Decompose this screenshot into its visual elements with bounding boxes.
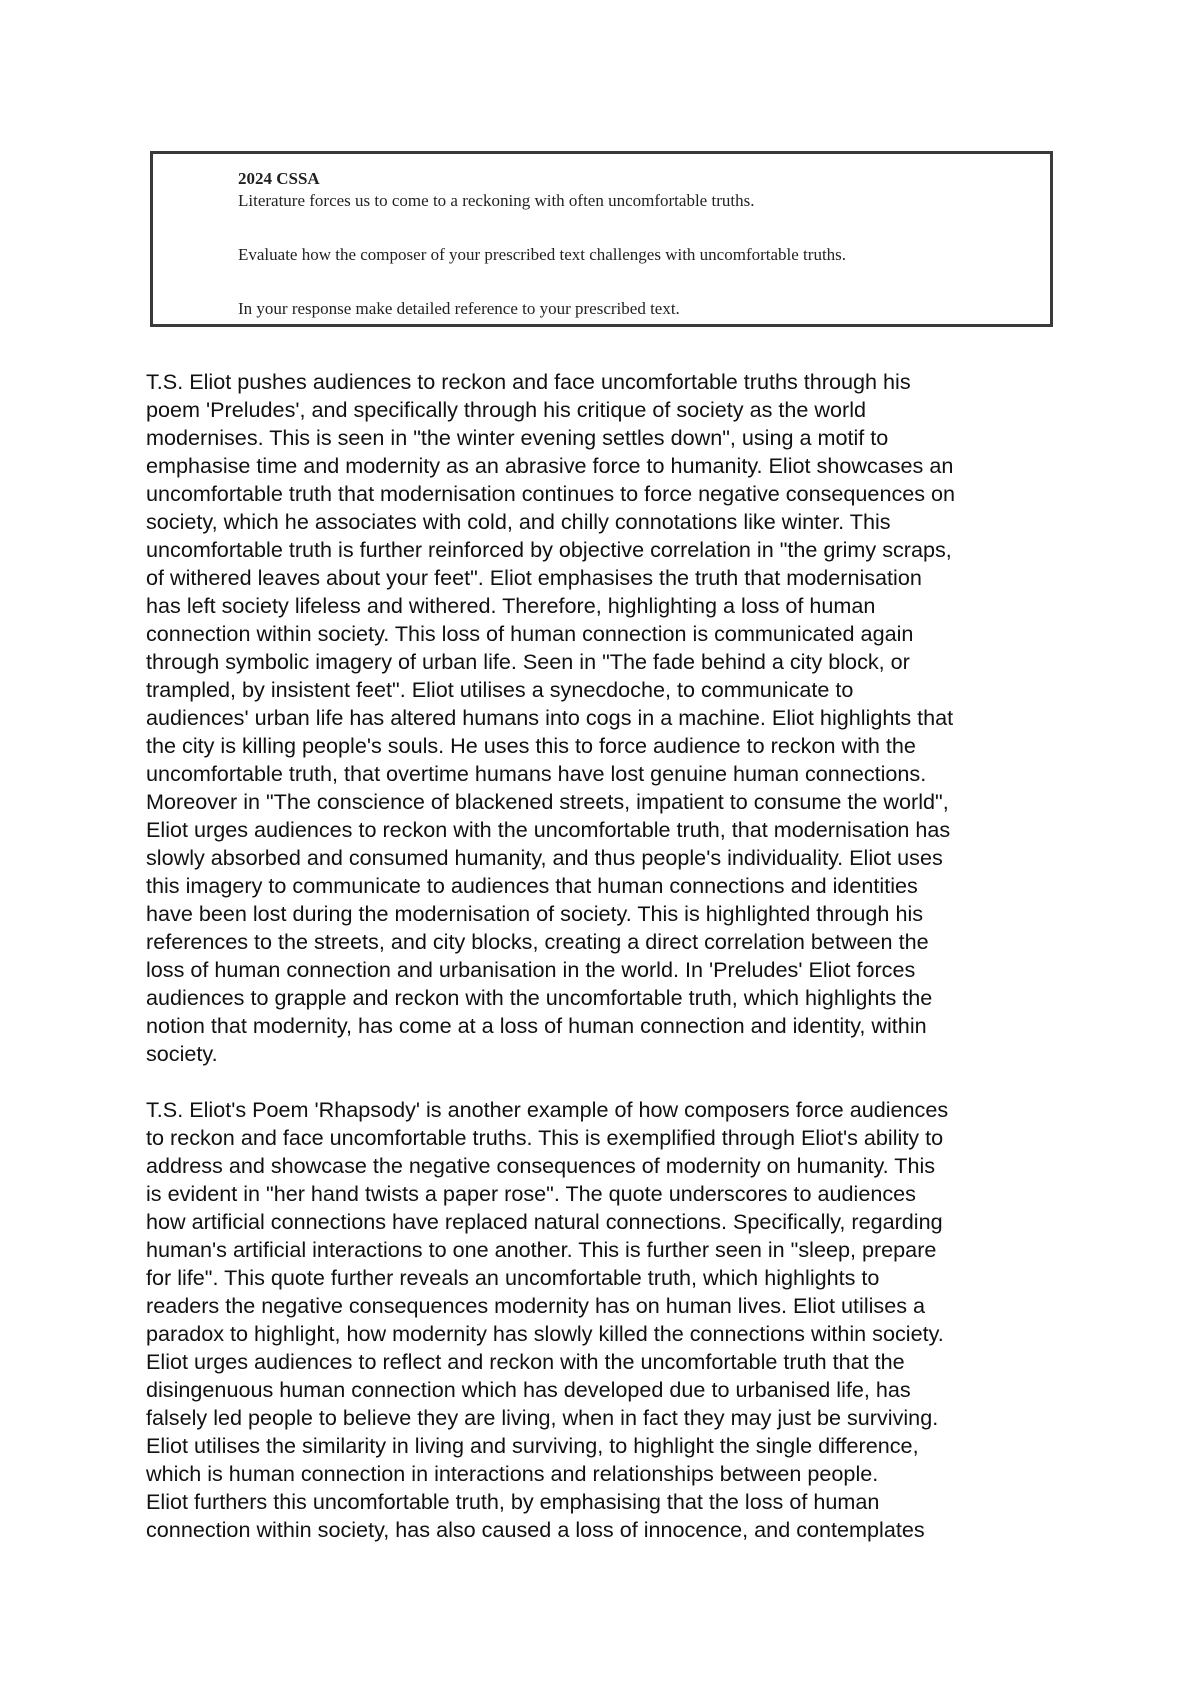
question-title: 2024 CSSA <box>238 169 320 188</box>
essay-line: has left society lifeless and withered. Therefore, highlighting a loss of human <box>146 593 876 618</box>
essay-paragraph-1 <box>146 368 1066 1068</box>
essay-line: human's artificial interactions to one another. This is further seen in "sleep, prepare <box>146 1237 937 1262</box>
essay-line: connection within society, has also caused a loss of innocence, and contemplates <box>146 1517 925 1542</box>
essay-line: uncomfortable truth is further reinforced by objective correlation in "the grimy scraps, <box>146 537 952 562</box>
essay-line: modernises. This is seen in "the winter evening settles down", using a motif to <box>146 425 889 450</box>
essay-line: society, which he associates with cold, and chilly connotations like winter. This <box>146 509 891 534</box>
essay-line: address and showcase the negative consequences of modernity on humanity. This <box>146 1153 936 1178</box>
essay-line: is evident in "her hand twists a paper rose". The quote underscores to audiences <box>146 1181 916 1206</box>
essay-line: this imagery to communicate to audiences that human connections and identities <box>146 873 918 898</box>
essay-line: disingenuous human connection which has developed due to urbanised life, has <box>146 1377 911 1402</box>
question-box <box>150 151 1053 327</box>
essay-line: have been lost during the modernisation of society. This is highlighted through his <box>146 901 924 926</box>
essay-line: references to the streets, and city blocks, creating a direct correlation between the <box>146 929 929 954</box>
essay-line: through symbolic imagery of urban life. Seen in "The fade behind a city block, or <box>146 649 910 674</box>
essay-line: the city is killing people's souls. He uses this to force audience to reckon with the <box>146 733 916 758</box>
question-note: In your response make detailed reference to your prescribed text. <box>238 299 680 318</box>
essay-line: Moreover in "The conscience of blackened streets, impatient to consume the world", <box>146 789 949 814</box>
essay-line: how artificial connections have replaced natural connections. Specifically, regarding <box>146 1209 943 1234</box>
essay-line: falsely led people to believe they are living, when in fact they may just be surviving. <box>146 1405 939 1430</box>
essay-line: Eliot urges audiences to reckon with the uncomfortable truth, that modernisation has <box>146 817 951 842</box>
essay-line: connection within society. This loss of human connection is communicated again <box>146 621 914 646</box>
essay-line: which is human connection in interactions and relationships between people. <box>146 1461 879 1486</box>
question-statement: Literature forces us to come to a reckoning with often uncomfortable truths. <box>238 191 755 210</box>
essay-line: audiences' urban life has altered humans into cogs in a machine. Eliot highlights that <box>146 705 954 730</box>
essay-line: for life". This quote further reveals an uncomfortable truth, which highlights to <box>146 1265 880 1290</box>
essay-line: audiences to grapple and reckon with the uncomfortable truth, which highlights the <box>146 985 933 1010</box>
essay-line: Eliot furthers this uncomfortable truth, by emphasising that the loss of human <box>146 1489 880 1514</box>
essay-line: emphasise time and modernity as an abrasive force to humanity. Eliot showcases an <box>146 453 954 478</box>
essay-line: paradox to highlight, how modernity has slowly killed the connections within society. <box>146 1321 944 1346</box>
essay-line: Eliot utilises the similarity in living and surviving, to highlight the single difference, <box>146 1433 919 1458</box>
question-content <box>238 168 1030 320</box>
essay-line: readers the negative consequences modernity has on human lives. Eliot utilises a <box>146 1293 926 1318</box>
essay-paragraph-2 <box>146 1096 1066 1544</box>
essay-line: of withered leaves about your feet". Eliot emphasises the truth that modernisation <box>146 565 922 590</box>
essay-line: T.S. Eliot's Poem 'Rhapsody' is another example of how composers force audiences <box>146 1097 949 1122</box>
essay-line: uncomfortable truth that modernisation continues to force negative consequences on <box>146 481 956 506</box>
essay-line: notion that modernity, has come at a loss of human connection and identity, within <box>146 1013 927 1038</box>
essay-line: Eliot urges audiences to reflect and reckon with the uncomfortable truth that the <box>146 1349 905 1374</box>
essay-line: uncomfortable truth, that overtime humans have lost genuine human connections. <box>146 761 927 786</box>
essay-line: society. <box>146 1041 218 1066</box>
essay-line: T.S. Eliot pushes audiences to reckon and face uncomfortable truths through his <box>146 369 911 394</box>
essay-line: loss of human connection and urbanisation in the world. In 'Preludes' Eliot forces <box>146 957 916 982</box>
essay-line: slowly absorbed and consumed humanity, and thus people's individuality. Eliot uses <box>146 845 943 870</box>
essay-line: poem 'Preludes', and specifically through his critique of society as the world <box>146 397 867 422</box>
essay-line: to reckon and face uncomfortable truths. This is exemplified through Eliot's ability to <box>146 1125 944 1150</box>
question-instruction: Evaluate how the composer of your prescribed text challenges with uncomfortable truths. <box>238 245 847 264</box>
essay-body <box>146 368 1066 1572</box>
essay-line: trampled, by insistent feet". Eliot utilises a synecdoche, to communicate to <box>146 677 854 702</box>
